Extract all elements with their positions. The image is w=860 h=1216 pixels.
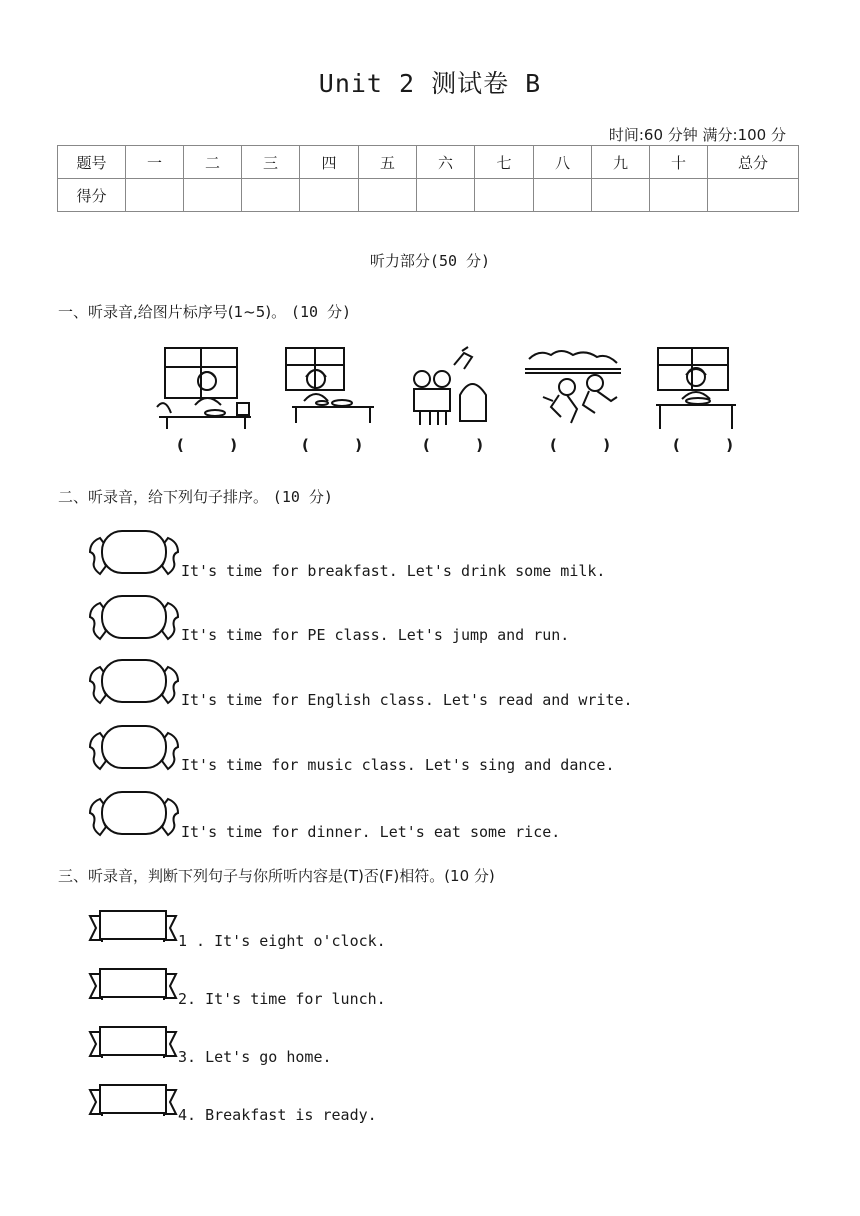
child-eating-dinner-icon — [652, 345, 752, 429]
kids-singing-music-icon — [400, 345, 500, 429]
ribbon-answer-box-icon[interactable] — [88, 966, 178, 1002]
statement-line: 2. It's time for lunch. — [178, 990, 386, 1008]
ribbon-answer-box-icon[interactable] — [88, 1024, 178, 1060]
bracket-close: ) — [603, 436, 610, 454]
score-input-cell[interactable] — [242, 179, 300, 212]
candy-answer-box-icon[interactable] — [88, 657, 180, 707]
ribbon-answer-box-icon[interactable] — [88, 1082, 178, 1118]
answer-bracket[interactable] — [673, 436, 733, 454]
bracket-open: ( — [423, 436, 430, 454]
section3-title: 三、听录音，判断下列句子与你所听内容是(T)否(F)相符。(10 分) — [58, 867, 495, 885]
section2-points: (10 分) — [272, 488, 333, 506]
score-input-cell[interactable] — [300, 179, 359, 212]
candy-answer-box-icon[interactable] — [88, 528, 180, 578]
ribbon-answer-box-icon[interactable] — [88, 908, 178, 944]
score-input-cell[interactable] — [184, 179, 242, 212]
table-cell: 题号 — [58, 146, 126, 179]
score-input-cell[interactable] — [592, 179, 650, 212]
score-input-cell[interactable] — [126, 179, 184, 212]
candy-answer-box-icon[interactable] — [88, 723, 180, 773]
section1-title: 一、听录音,给图片标序号(1~5)。 — [58, 303, 287, 321]
sentence-line: It's time for dinner. Let's eat some rice. — [181, 823, 561, 841]
table-cell: 十 — [650, 146, 708, 179]
kids-running-pe-icon — [523, 345, 623, 429]
section3-heading — [58, 865, 495, 886]
bracket-close: ) — [230, 436, 237, 454]
table-cell: 五 — [359, 146, 417, 179]
bracket-open: ( — [550, 436, 557, 454]
score-input-cell[interactable] — [475, 179, 534, 212]
section1-points: (10 分) — [290, 303, 352, 321]
statement-line: 3. Let's go home. — [178, 1048, 332, 1066]
score-input-cell[interactable] — [534, 179, 592, 212]
table-cell: 总分 — [708, 146, 799, 179]
girl-eating-at-table-icon — [282, 345, 382, 429]
bracket-open: ( — [302, 436, 309, 454]
table-cell: 四 — [300, 146, 359, 179]
section2-heading — [58, 486, 333, 507]
candy-answer-box-icon[interactable] — [88, 789, 180, 839]
bracket-close: ) — [476, 436, 483, 454]
table-cell: 九 — [592, 146, 650, 179]
score-input-cell[interactable] — [417, 179, 475, 212]
bracket-close: ) — [726, 436, 733, 454]
statement-line: 4. Breakfast is ready. — [178, 1106, 377, 1124]
table-cell: 六 — [417, 146, 475, 179]
answer-bracket[interactable] — [177, 436, 237, 454]
sentence-line: It's time for music class. Let's sing and dance. — [181, 756, 615, 774]
score-input-cell[interactable] — [650, 179, 708, 212]
section1-heading — [58, 301, 351, 322]
answer-bracket[interactable] — [423, 436, 483, 454]
answer-bracket[interactable] — [302, 436, 362, 454]
sentence-line: It's time for breakfast. Let's drink some milk. — [181, 562, 606, 580]
table-cell: 一 — [126, 146, 184, 179]
score-table — [57, 145, 799, 212]
sentence-line: It's time for PE class. Let's jump and run. — [181, 626, 570, 644]
score-input-cell[interactable] — [708, 179, 799, 212]
statement-line: 1 . It's eight o'clock. — [178, 932, 386, 950]
table-cell: 得分 — [58, 179, 126, 212]
sentence-line: It's time for English class. Let's read and write. — [181, 691, 633, 709]
table-cell: 七 — [475, 146, 534, 179]
candy-answer-box-icon[interactable] — [88, 593, 180, 643]
score-table-score-row — [58, 179, 799, 212]
boy-eating-breakfast-icon — [155, 345, 255, 429]
table-cell: 二 — [184, 146, 242, 179]
score-table-header-row — [58, 146, 799, 179]
bracket-open: ( — [177, 436, 184, 454]
time-info: 时间:60 分钟 满分:100 分 — [608, 126, 786, 144]
score-input-cell[interactable] — [359, 179, 417, 212]
answer-bracket[interactable] — [550, 436, 610, 454]
table-cell: 八 — [534, 146, 592, 179]
section2-title: 二、听录音，给下列句子排序。 — [58, 488, 269, 506]
listening-header: 听力部分(50 分) — [369, 252, 491, 270]
table-cell: 三 — [242, 146, 300, 179]
page-title: Unit 2 测试卷 B — [318, 69, 542, 98]
bracket-close: ) — [355, 436, 362, 454]
bracket-open: ( — [673, 436, 680, 454]
